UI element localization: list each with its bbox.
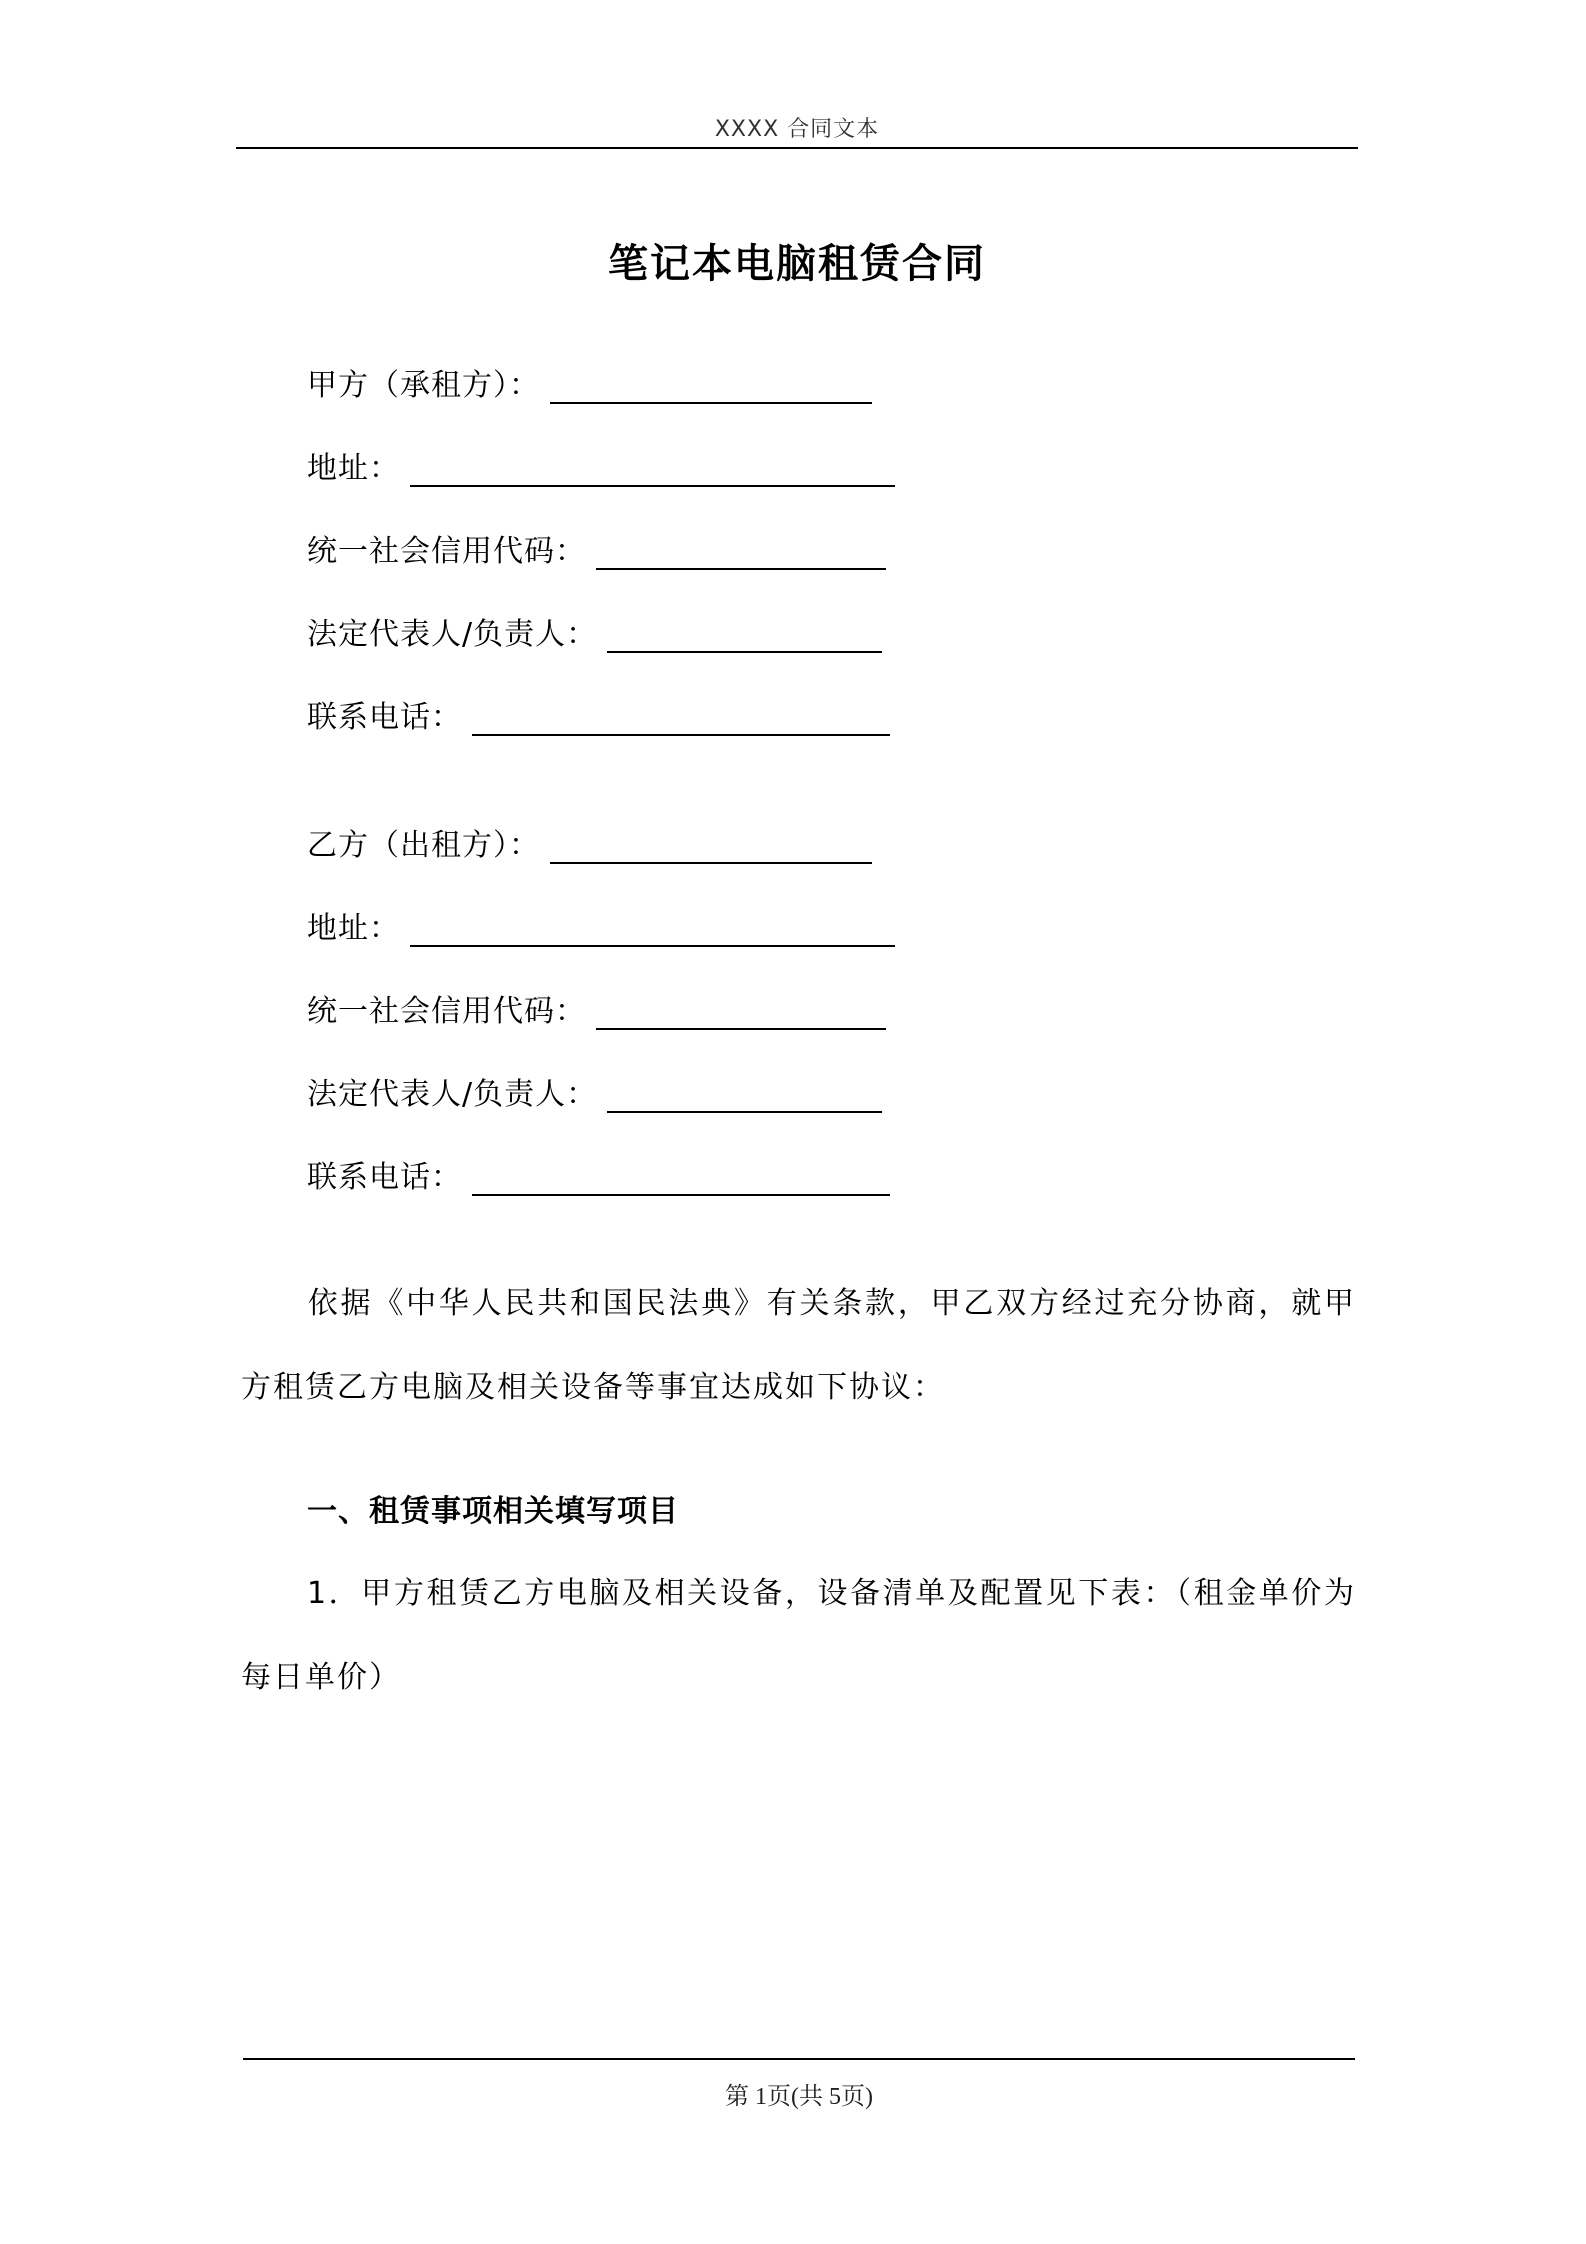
party-a-phone-label: 联系电话： (307, 700, 462, 735)
page-indicator: 第 1页(共 5页) (725, 2084, 873, 2110)
party-b-phone-label: 联系电话： (307, 1160, 462, 1195)
party-a-name-blank[interactable] (550, 366, 872, 404)
header-divider (236, 147, 1358, 149)
running-header: XXXX 合同文本 (714, 117, 880, 142)
party-a-representative-blank[interactable] (607, 615, 882, 653)
party-a-name-field (307, 362, 872, 406)
clause-1-text: 1．甲方租赁乙方电脑及相关设备，设备清单及配置见下表：（租金单价为每日单价） (241, 1576, 1356, 1695)
party-a-name-label: 甲方（承租方）： (307, 368, 540, 403)
section-1-heading: 一、租赁事项相关填写项目 (307, 1494, 679, 1529)
party-b-credit-code-label: 统一社会信用代码： (307, 994, 586, 1029)
party-b-representative-label: 法定代表人/负责人： (307, 1077, 598, 1112)
party-b-credit-code-blank[interactable] (596, 992, 886, 1030)
party-a-representative-label: 法定代表人/负责人： (307, 617, 598, 652)
party-b-representative-field (307, 1071, 882, 1115)
party-a-phone-field (307, 694, 890, 738)
party-b-name-label: 乙方（出租方）： (307, 828, 540, 863)
party-b-address-blank[interactable] (410, 909, 895, 947)
party-b-phone-field (307, 1154, 890, 1198)
party-b-name-blank[interactable] (550, 826, 872, 864)
footer-divider (243, 2058, 1355, 2060)
document-title: 笔记本电脑租赁合同 (608, 241, 986, 287)
party-a-phone-blank[interactable] (472, 698, 890, 736)
party-a-address-label: 地址： (307, 451, 400, 486)
party-a-credit-code-label: 统一社会信用代码： (307, 534, 586, 569)
preamble-paragraph (241, 1262, 1356, 1430)
party-a-address-field (307, 445, 895, 489)
party-b-address-label: 地址： (307, 911, 400, 946)
party-b-credit-code-field (307, 988, 886, 1032)
party-a-credit-code-field (307, 528, 886, 572)
clause-1-paragraph (241, 1552, 1356, 1720)
party-b-name-field (307, 822, 872, 866)
preamble-text: 依据《中华人民共和国民法典》有关条款，甲乙双方经过充分协商，就甲方租赁乙方电脑及相关设备等事宜达成如下协议： (241, 1286, 1356, 1405)
party-a-credit-code-blank[interactable] (596, 532, 886, 570)
party-a-representative-field (307, 611, 882, 655)
party-a-address-blank[interactable] (410, 449, 895, 487)
party-b-representative-blank[interactable] (607, 1075, 882, 1113)
party-b-phone-blank[interactable] (472, 1158, 890, 1196)
party-b-address-field (307, 905, 895, 949)
